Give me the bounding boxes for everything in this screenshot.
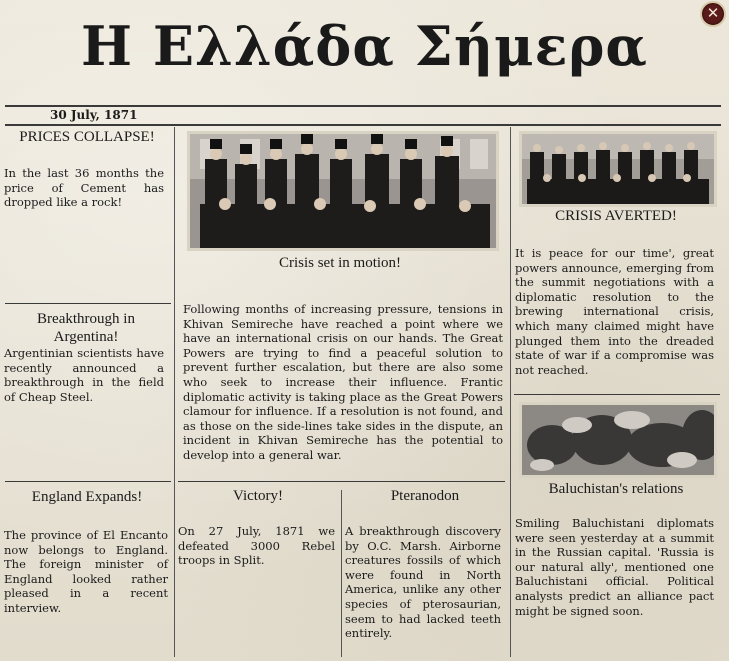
- left-section-rule-2: [5, 481, 171, 482]
- pteranodon-headline: Pteranodon: [390, 488, 460, 504]
- pteranodon-body: A breakthrough discovery by O.C. Marsh. Airborne creatures fossils of which were found in North America, unlike any other species of pterosaurian, seem to had lacked teeth entirely.: [345, 524, 501, 641]
- baluchistan-photo-image: [522, 405, 714, 475]
- column-divider-right: [510, 127, 511, 657]
- england-headline: England Expands!: [31, 489, 143, 505]
- crisis-photo: [187, 131, 499, 251]
- baluchistan-photo: [519, 402, 717, 478]
- crisis-body: Following months of increasing pressure, tensions in Khivan Semireche have reached a point where we have an international crisis on our hands. The Great Powers are trying to find a peaceful solution to prevent further escalation, but there are also some who seek to increase their influence. Frantic diplomatic activity is taking place as the Great Powers clamour for influence. If a resolution is not found, and as those on the side-lines take sides in the dispute, an incident in Khivan Semireche has the potential to develop into a general war.: [183, 302, 503, 462]
- right-section-rule: [514, 394, 720, 395]
- baluchistan-headline: Baluchistan's relations: [548, 481, 684, 497]
- england-body: The province of El Encanto now belongs to England. The foreign minister of England looked rather pleased in a recent interview.: [4, 528, 168, 615]
- issue-date: 30 July, 1871: [50, 108, 138, 122]
- left-section-rule-1: [5, 303, 171, 304]
- column-divider-left: [174, 127, 175, 657]
- prices-headline: PRICES COLLAPSE!: [19, 129, 155, 145]
- crisis-caption: Crisis set in motion!: [278, 255, 402, 271]
- victory-headline: Victory!: [233, 488, 283, 504]
- averted-headline: CRISIS AVERTED!: [555, 208, 677, 224]
- newspaper-masthead: Η Ελλάδα Σήμερα: [81, 14, 648, 78]
- averted-photo-image: [522, 134, 714, 204]
- argentina-body: Argentinian scientists have recently announced a breakthrough in the field of Cheap Steel.: [4, 346, 164, 404]
- masthead-rule-bottom: [5, 124, 721, 126]
- column-divider-center-bottom: [341, 490, 342, 657]
- averted-body: It is peace for our time', great powers announce, emerging from the summit negotiations with a diplomatic resolution to the brewing international crisis, which many claimed might have plunged them into the dreaded state of war if a compromise was not reached.: [515, 246, 714, 377]
- close-icon[interactable]: ✕: [700, 1, 726, 27]
- baluchistan-body: Smiling Baluchistani diplomats were seen yesterday at a summit in the Russian capital. 'Russia is our natural ally', mentioned one Baluchistani official. Political analysts predict an alliance pact might be signed soon.: [515, 516, 714, 618]
- masthead-rule-top: [5, 105, 721, 107]
- center-section-rule: [178, 481, 505, 482]
- prices-body: In the last 36 months the price of Cement has dropped like a rock!: [4, 166, 164, 210]
- argentina-headline: Breakthrough in Argentina!: [37, 311, 135, 345]
- averted-photo: [519, 131, 717, 207]
- victory-body: On 27 July, 1871 we defeated 3000 Rebel troops in Split.: [178, 524, 335, 568]
- crisis-photo-image: [190, 134, 496, 248]
